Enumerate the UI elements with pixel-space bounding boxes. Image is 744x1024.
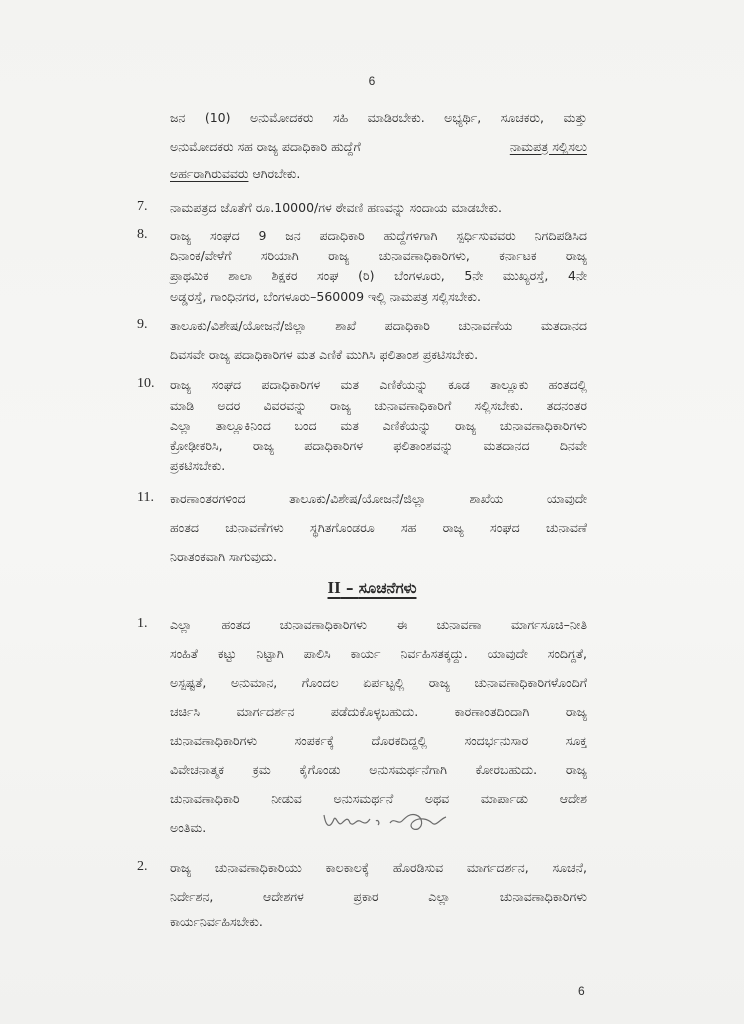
handwritten-signature (320, 805, 460, 835)
section-roman-numeral: II (327, 578, 341, 597)
page-number-bottom: 6 (578, 984, 585, 998)
item-text-line: ಅಸ್ಪಷ್ಟತೆ, ಅನುಮಾನ, ಗೊಂದಲ ಏರ್ಪಟ್ಟಲ್ಲಿ ರಾಜ್ಯ ಚುನಾವಣಾಧಿಕಾರಿಗಳೊಂದಿಗೆ (170, 675, 587, 690)
continuation-line-2 (170, 139, 587, 155)
section-heading-underlined (328, 579, 417, 597)
continuation-line-3 (170, 166, 587, 182)
item-text-line: ರಾಜ್ಯ ಸಂಘದ 9 ಜನ ಪದಾಧಿಕಾರಿ ಹುದ್ದೆಗಳಿಗಾಗಿ ಸ್ಪರ್ಧಿಸುವವರು ನಿಗದಿಪಡಿಸಿದ (170, 228, 587, 243)
section-title: ಸೂಚನೆಗಳು (358, 579, 417, 597)
item-text-line: ನಿರಾತಂಕವಾಗಿ ಸಾಗುವುದು. (170, 549, 278, 564)
section-heading (0, 578, 744, 598)
item-text-line: ಅಂತಿಮ. (170, 820, 207, 835)
underlined-text-eligible: ಅರ್ಹರಾಗಿರುವವರು (170, 166, 249, 181)
item-number: 8. (137, 227, 148, 242)
item-number: 2. (137, 859, 148, 874)
item-number: 1. (137, 616, 148, 631)
item-number: 11. (137, 490, 154, 505)
item-text-line: ಪ್ರಾಥಮಿಕ ಶಾಲಾ ಶಿಕ್ಷಕರ ಸಂಘ (ರಿ) ಬೆಂಗಳೂರು, 5ನೇ ಮುಖ್ಯರಸ್ತೆ, 4ನೇ (170, 268, 587, 283)
page-number-top: 6 (368, 74, 376, 88)
item-text-line: ಕಾರ್ಯನಿರ್ವಹಿಸಬೇಕು. (170, 914, 263, 929)
item-text-line: ದಿವಸವೇ ರಾಜ್ಯ ಪದಾಧಿಕಾರಿಗಳ ಮತ ಎಣಿಕೆ ಮುಗಿಸಿ ಫಲಿತಾಂಶ ಪ್ರಕಟಿಸಬೇಕು. (170, 347, 479, 362)
continuation-line-2-text: ಅನುಮೋದಕರು ಸಹ ರಾಜ್ಯ ಪದಾಧಿಕಾರಿ ಹುದ್ದೆಗೆ (170, 139, 361, 154)
continuation-line-1: ಜನ (10) ಅನುಮೋದಕರು ಸಹಿ ಮಾಡಿರಬೇಕು. ಅಭ್ಯರ್ಥಿ, ಸೂಚಕರು, ಮತ್ತು (170, 110, 587, 125)
item-text-line: ಕ್ರೋಢೀಕರಿಸಿ, ರಾಜ್ಯ ಪದಾಧಿಕಾರಿಗಳ ಫಲಿತಾಂಶವನ್ನು ಮತದಾನದ ದಿನವೇ (170, 438, 587, 453)
item-text-line: ಚುನಾವಣಾಧಿಕಾರಿಗಳು ಸಂಪರ್ಕಕ್ಕೆ ದೊರಕದಿದ್ದಲ್ಲಿ ಸಂದರ್ಭನುಸಾರ ಸೂಕ್ತ (170, 733, 587, 748)
continuation-line-3-rest: ಆಗಿರಬೇಕು. (252, 166, 301, 181)
item-text-line: ನಿರ್ದೇಶನ, ಆದೇಶಗಳ ಪ್ರಕಾರ ಎಲ್ಲಾ ಚುನಾವಣಾಧಿಕಾರಿಗಳು (170, 889, 587, 904)
item-text-line: ಚರ್ಚಿಸಿ ಮಾರ್ಗದರ್ಶನ ಪಡೆದುಕೊಳ್ಳಬಹುದು. ಕಾರಣಾಂತದಿಂದಾಗಿ ರಾಜ್ಯ (170, 704, 587, 719)
item-text-line: ಕಾರಣಾಂತರಗಳಿಂದ ತಾಲೂಕು/ವಿಶೇಷ/ಯೋಜನೆ/ಜಿಲ್ಲಾ ಶಾಖೆಯ ಯಾವುದೇ (170, 491, 587, 506)
item-number: 9. (137, 317, 148, 332)
item-text-line: ದಿನಾಂಕ/ವೇಳೆಗೆ ಸರಿಯಾಗಿ ರಾಜ್ಯ ಚುನಾವಣಾಧಿಕಾರಿಗಳು, ಕರ್ನಾಟಕ ರಾಜ್ಯ (170, 248, 587, 263)
item-text-line: ತಾಲೂಕು/ವಿಶೇಷ/ಯೋಜನೆ/ಜಿಲ್ಲಾ ಶಾಖೆ ಪದಾಧಿಕಾರಿ ಚುನಾವಣೆಯ ಮತದಾನದ (170, 318, 587, 333)
section-dash: – (345, 579, 354, 597)
item-text-line: ಚುನಾವಣಾಧಿಕಾರಿ ನೀಡುವ ಅನುಸಮರ್ಥನೆ ಅಥವ ಮಾರ್ಪಾಡು ಆದೇಶ (170, 791, 587, 806)
item-text-line: ವಿವೇಚನಾತ್ಮಕ ಕ್ರಮ ಕೈಗೊಂಡು ಅನುಸಮರ್ಥನೆಗಾಗಿ ಕೋರಬಹುದು. ರಾಜ್ಯ (170, 762, 587, 777)
underlined-text-nomination: ನಾಮಪತ್ರ ಸಲ್ಲಿಸಲು (509, 139, 587, 154)
item-text-line: ಸಂಹಿತೆ ಕಟ್ಟು ನಿಟ್ಟಾಗಿ ಪಾಲಿಸಿ ಕಾರ್ಯ ನಿರ್ವಹಿಸತಕ್ಕದ್ದು. ಯಾವುದೇ ಸಂದಿಗ್ದತೆ, (170, 646, 587, 661)
item-number: 7. (137, 199, 148, 214)
item-text-line: ಹಂತದ ಚುನಾವಣೆಗಳು ಸ್ಥಗಿತಗೊಂಡರೂ ಸಹ ರಾಜ್ಯ ಸಂಘದ ಚುನಾವಣೆ (170, 520, 587, 535)
item-text-line: ಎಲ್ಲಾ ತಾಲ್ಲೂಕಿನಿಂದ ಬಂದ ಮತ ಎಣಿಕೆಯನ್ನು ರಾಜ್ಯ ಚುನಾವಣಾಧಿಕಾರಿಗಳು (170, 418, 587, 433)
item-text-line: ಮಾಡಿ ಅದರ ವಿವರವನ್ನು ರಾಜ್ಯ ಚುನಾವಣಾಧಿಕಾರಿಗೆ ಸಲ್ಲಿಸಬೇಕು. ತದನಂತರ (170, 398, 587, 413)
item-text-line: ಪ್ರಕಟಿಸಬೇಕು. (170, 458, 226, 473)
item-text-line: ರಾಜ್ಯ ಚುನಾವಣಾಧಿಕಾರಿಯು ಕಾಲಕಾಲಕ್ಕೆ ಹೊರಡಿಸುವ ಮಾರ್ಗದರ್ಶನ, ಸೂಚನೆ, (170, 860, 587, 875)
item-number: 10. (137, 376, 155, 391)
item-text-line: ನಾಮಪತ್ರದ ಜೊತೆಗೆ ರೂ.10000/ಗಳ ಠೇವಣಿ ಹಣವನ್ನು ಸಂದಾಯ ಮಾಡಬೇಕು. (170, 200, 502, 215)
item-text-line: ರಾಜ್ಯ ಸಂಘದ ಪದಾಧಿಕಾರಿಗಳ ಮತ ಎಣಿಕೆಯನ್ನು ಕೂಡ ತಾಲ್ಲೂಕು ಹಂತದಲ್ಲಿ (170, 377, 587, 392)
item-text-line: ಅಡ್ಡರಸ್ತೆ, ಗಾಂಧಿನಗರ, ಬೆಂಗಳೂರು–560009 ಇಲ್ಲಿ ನಾಮಪತ್ರ ಸಲ್ಲಿಸಬೇಕು. (170, 289, 481, 304)
item-text-line: ಎಲ್ಲಾ ಹಂತದ ಚುನಾವಣಾಧಿಕಾರಿಗಳು ಈ ಚುನಾವಣಾ ಮಾರ್ಗಸೂಚಿ–ನೀತಿ (170, 617, 587, 632)
